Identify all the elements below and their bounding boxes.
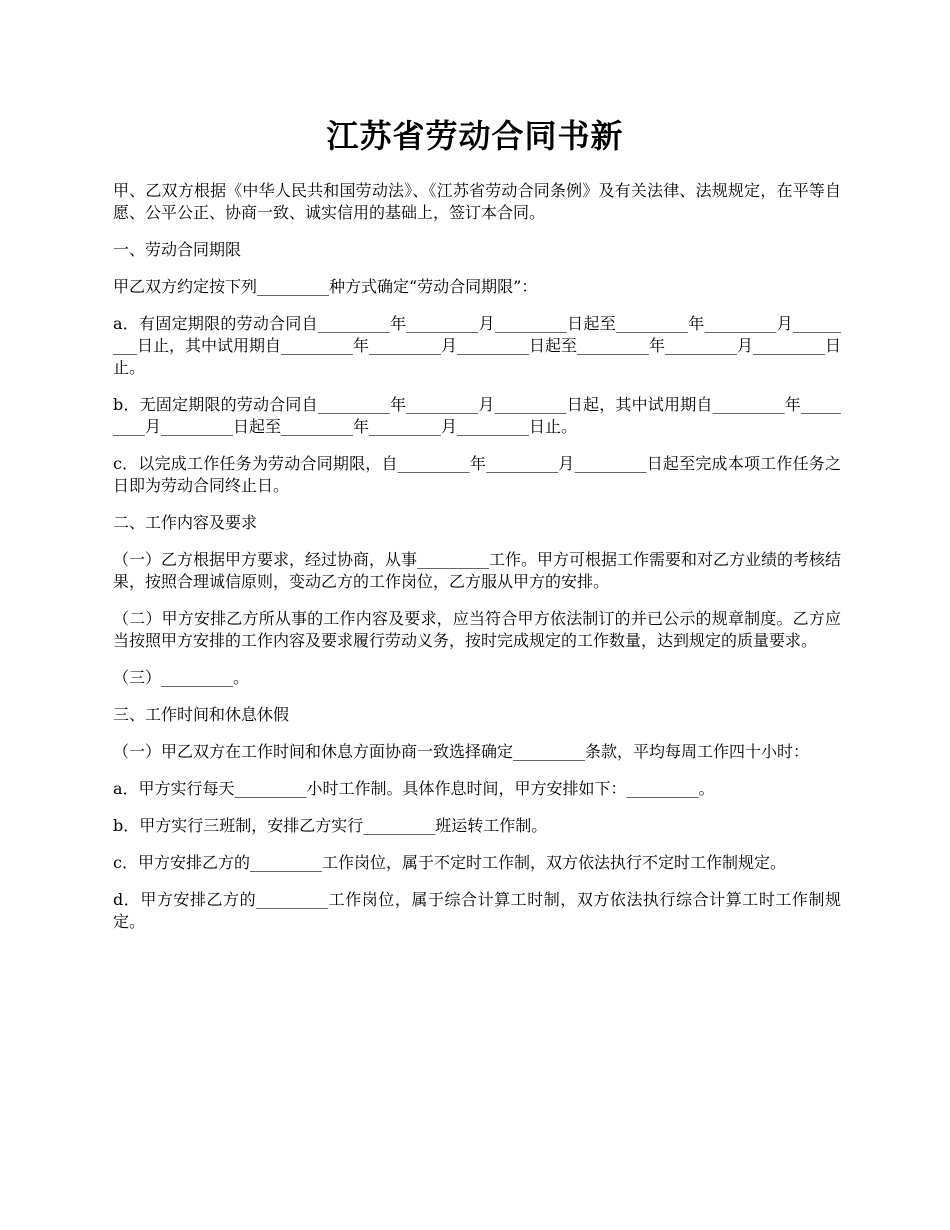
working-hours-option-b: b．甲方实行三班制，安排乙方实行_________班运转工作制。 [113,816,548,835]
working-hours-option-a: a．甲方实行每天_________小时工作制。具体作息时间，甲方安排如下：_________。 [113,779,715,798]
task-based-term-clause: c．以完成工作任务为劳动合同期限，自_________年_________月_________日起至完成本项工作任务之日即为劳动合同终止日。 [113,454,841,495]
work-content-clause-3: （三）_________。 [113,668,250,687]
work-content-clause-1: （一）乙方根据甲方要求，经过协商，从事_________工作。甲方可根据工作需要和对乙方业绩的考核结果，按照合理诚信原则，变动乙方的工作岗位，乙方服从甲方的安排。 [113,550,842,591]
fixed-term-clause: a．有固定期限的劳动合同自_________年_________月_________日起至_________年_________月_________日止，其中试用期自_________年_________月_________日起至_________年_________月_________日止。 [113,314,842,377]
contract-term-method-paragraph: 甲乙双方约定按下列_________种方式确定“劳动合同期限”： [113,277,538,296]
section-heading-contract-term: 一、劳动合同期限 [113,240,242,259]
work-content-clause-2: （二）甲方安排乙方所从事的工作内容及要求，应当符合甲方依法制订的并已公示的规章制度。乙方应当按照甲方安排的工作内容及要求履行劳动义务，按时完成规定的工作数量，达到规定的质量要求。 [113,609,841,650]
working-hours-clause-1: （一）甲乙双方在工作时间和休息方面协商一致选择确定_________条款，平均每周工作四十小时： [113,742,810,761]
working-hours-option-d: d．甲方安排乙方的_________工作岗位，属于综合计算工时制，双方依法执行综合计算工时工作制规定。 [113,890,841,931]
document-body [113,180,841,948]
document-title: 江苏省劳动合同书新 [326,117,624,155]
intro-paragraph: 甲、乙双方根据《中华人民共和国劳动法》、《江苏省劳动合同条例》及有关法律、法规规定，在平等自愿、公平公正、协商一致、诚实信用的基础上，签订本合同。 [113,181,841,222]
section-heading-work-content: 二、工作内容及要求 [113,513,258,532]
open-ended-term-clause: b．无固定期限的劳动合同自_________年_________月_________日起，其中试用期自_________年_________月_________日起至_________年_________月_________日止。 [113,395,841,436]
working-hours-option-c: c．甲方安排乙方的_________工作岗位，属于不定时工作制，双方依法执行不定时工作制规定。 [113,853,786,872]
section-heading-working-hours: 三、工作时间和休息休假 [113,705,290,724]
